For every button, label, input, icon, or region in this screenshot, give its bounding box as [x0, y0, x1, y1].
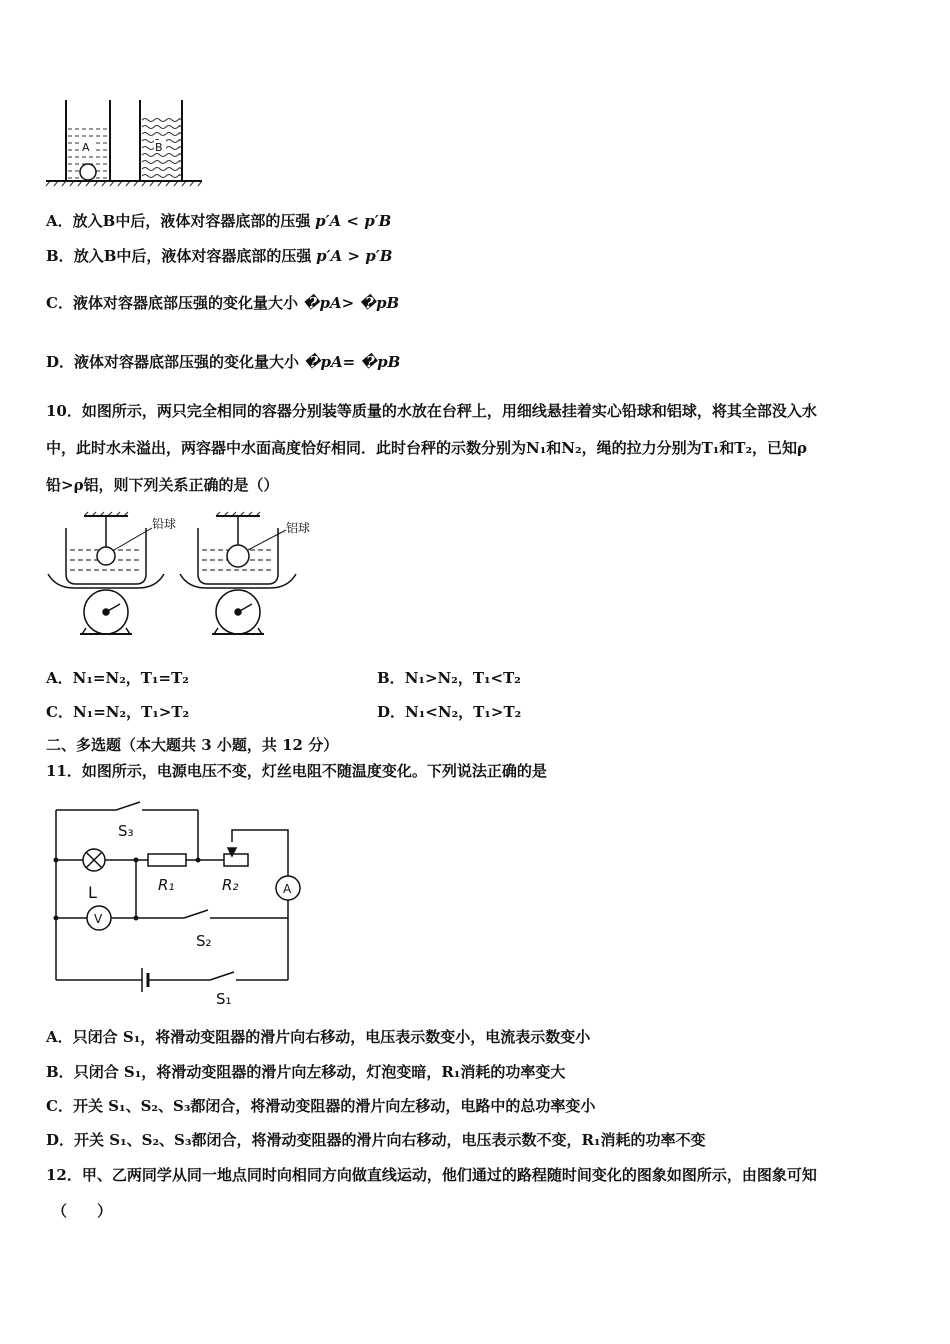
option-label: B．	[46, 1063, 74, 1081]
r1-label: R₁	[158, 876, 175, 894]
switch-s3-label: S₃	[118, 822, 134, 840]
option-text: 开关 S₁、S₂、S₃都闭合，将滑动变阻器的滑片向右移动，电压表示数不变，R₁消耗的功率不变	[74, 1131, 706, 1149]
option-label: A．	[46, 212, 73, 230]
q10-stem-line1: 10．如图所示，两只完全相同的容器分别装等质量的水放在台秤上，用细线悬挂着实心铅球和铝球，将其全部没入水	[46, 402, 817, 420]
option-label: C．	[46, 294, 73, 312]
circuit-diagram	[44, 800, 314, 1010]
switch-s1-label: S₁	[216, 990, 232, 1008]
beaker-b	[140, 100, 182, 181]
option-text: N₁=N₂，T₁=T₂	[72, 669, 189, 687]
q10-option-a	[46, 668, 189, 688]
option-text: N₁=N₂，T₁>T₂	[72, 703, 190, 721]
option-formula: p′A < p′B	[315, 212, 392, 230]
lamp-label: L	[88, 883, 97, 902]
q10-option-c	[46, 702, 189, 722]
switch-s2-label: S₂	[196, 932, 212, 950]
q9-option-d	[46, 352, 400, 372]
q12-stem: 12．甲、乙两同学从同一地点同时向相同方向做直线运动，他们通过的路程随时间变化的图象如图所示，由图象可知	[46, 1166, 817, 1184]
ammeter-icon: A	[283, 882, 292, 896]
beaker-a	[66, 100, 110, 181]
scale-right	[180, 512, 296, 634]
option-text: 放入B中后，液体对容器底部的压强	[72, 212, 311, 230]
option-text: 开关 S₁、S₂、S₃都闭合，将滑动变阻器的滑片向左移动，电路中的总功率变小	[72, 1097, 596, 1115]
q10-stem-line3: 铅>ρ铝，则下列关系正确的是（）	[46, 476, 279, 494]
option-text: 只闭合 S₁，将滑动变阻器的滑片向右移动，电压表示数变小，电流表示数变小	[72, 1028, 591, 1046]
q11-stem: 11．如图所示，电源电压不变，灯丝电阻不随温度变化。下列说法正确的是	[46, 762, 547, 780]
q10-stem-line2: 中，此时水未溢出，两容器中水面高度恰好相同．此时台秤的示数分别为N₁和N₂，绳的拉力分别为T₁和T₂，已知ρ	[46, 439, 808, 457]
svg-text:B: B	[155, 141, 163, 154]
option-text: 液体对容器底部压强的变化量大小	[72, 294, 298, 312]
option-text: 液体对容器底部压强的变化量大小	[74, 353, 300, 371]
voltmeter-icon: V	[94, 912, 103, 926]
scales-figure	[44, 508, 344, 640]
q9-option-a	[46, 211, 391, 231]
q10-option-d	[377, 702, 521, 722]
q11-option-a	[46, 1027, 590, 1047]
option-label: B．	[377, 669, 405, 687]
option-formula: p′A > p′B	[316, 247, 393, 265]
option-label: D．	[46, 1131, 75, 1149]
q9-option-b	[46, 246, 392, 266]
option-text: 放入B中后，液体对容器底部的压强	[73, 247, 312, 265]
scale-left	[48, 512, 164, 634]
section-heading: 二、多选题（本大题共 3 小题，共 12 分）	[46, 736, 339, 754]
option-label: C．	[46, 703, 73, 721]
option-formula: �pA= �pB	[303, 353, 401, 371]
option-text: N₁<N₂，T₁>T₂	[405, 703, 522, 721]
option-text: 只闭合 S₁，将滑动变阻器的滑片向左移动，灯泡变暗，R₁消耗的功率变大	[73, 1063, 566, 1081]
option-formula: �pA> �pB	[302, 294, 400, 312]
q11-option-c	[46, 1096, 595, 1116]
option-label: A．	[46, 669, 73, 687]
option-text: N₁>N₂，T₁<T₂	[404, 669, 521, 687]
q11-option-d	[46, 1130, 705, 1150]
q10-option-b	[377, 668, 521, 688]
option-label: C．	[46, 1097, 73, 1115]
q9-option-c	[46, 293, 399, 313]
option-label: B．	[46, 247, 74, 265]
lead-ball-label: 铅球	[152, 517, 177, 531]
r2-label: R₂	[222, 876, 239, 894]
option-label: D．	[46, 353, 75, 371]
aluminum-ball-label: 铝球	[286, 521, 311, 535]
ball	[80, 164, 96, 180]
svg-text:A: A	[82, 141, 90, 154]
q11-option-b	[46, 1062, 565, 1082]
option-label: A．	[46, 1028, 73, 1046]
q12-answer-blank: （ ）	[52, 1202, 113, 1220]
beakers-figure	[44, 96, 204, 188]
option-label: D．	[377, 703, 406, 721]
